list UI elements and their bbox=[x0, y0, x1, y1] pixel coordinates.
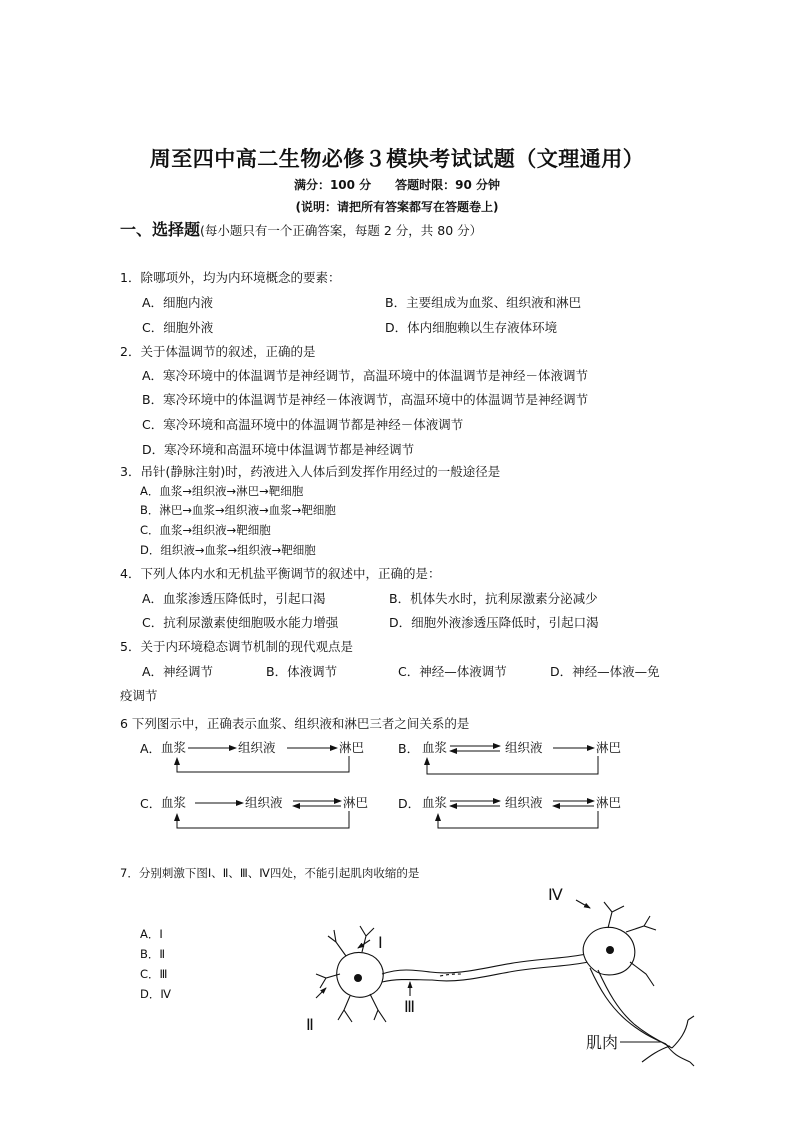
label-iv: Ⅳ bbox=[548, 885, 563, 904]
q1-option-c: C．细胞外液 bbox=[142, 320, 214, 335]
left-dendrite-4 bbox=[338, 996, 352, 1022]
q5-option-b: B．体液调节 bbox=[266, 664, 338, 679]
q4-option-c: C．抗利尿激素使细胞吸水能力增强 bbox=[142, 615, 339, 630]
section-heading bbox=[120, 217, 482, 240]
myelin-segment bbox=[440, 974, 462, 976]
left-dendrite-1 bbox=[328, 930, 346, 956]
q4-stem: 4．下列人体内水和无机盐平衡调节的叙述中，正确的是： bbox=[120, 566, 441, 581]
q5-option-d-continued: 疫调节 bbox=[120, 688, 158, 703]
q6-c-plasma: 血浆 bbox=[161, 795, 187, 810]
q2-option-b: B．寒冷环境中的体温调节是神经－体液调节，高温环境中的体温调节是神经调节 bbox=[142, 392, 589, 407]
instructions-note: (说明：请把所有答案都写在答题卷上) bbox=[295, 200, 499, 214]
q6-option-d-label: D． bbox=[398, 796, 421, 811]
q7-option-c: C．Ⅲ bbox=[140, 967, 168, 981]
q2-option-a: A．寒冷环境中的体温调节是神经调节，高温环境中的体温调节是神经－体液调节 bbox=[142, 368, 589, 383]
q2-stem: 2．关于体温调节的叙述，正确的是 bbox=[120, 344, 316, 359]
q6-option-c-label: C． bbox=[140, 796, 162, 811]
muscle-ends bbox=[688, 1016, 694, 1066]
q6-d-tissue-fluid: 组织液 bbox=[505, 795, 543, 810]
q3-option-a: A．血浆→组织液→淋巴→靶细胞 bbox=[140, 484, 304, 498]
q4-option-b: B．机体失水时，抗利尿激素分泌减少 bbox=[389, 591, 598, 606]
q6-c-tissue-fluid: 组织液 bbox=[245, 795, 283, 810]
muscle-fibers bbox=[642, 1020, 690, 1062]
q6-d-plasma: 血浆 bbox=[422, 795, 448, 810]
q2-option-d: D．寒冷环境和高温环境中体温调节都是神经调节 bbox=[142, 442, 415, 457]
q3-option-b: B．淋巴→血浆→组织液→血浆→靶细胞 bbox=[140, 503, 336, 517]
stimulus-arrow-1 bbox=[358, 940, 370, 948]
q5-stem: 5．关于内环境稳态调节机制的现代观点是 bbox=[120, 639, 353, 654]
left-dendrite-2 bbox=[360, 926, 374, 952]
q6-a-tissue-fluid: 组织液 bbox=[238, 740, 276, 755]
q3-option-d: D．组织液→血浆→组织液→靶细胞 bbox=[140, 543, 316, 557]
q5-option-d: D．神经—体液—免 bbox=[550, 664, 660, 679]
right-neuron-nucleus bbox=[606, 946, 614, 954]
q6-c-return-arrow bbox=[177, 811, 349, 828]
q1-option-d: D．体内细胞赖以生存液体环境 bbox=[385, 320, 558, 335]
q6-b-plasma: 血浆 bbox=[422, 740, 448, 755]
q3-stem: 3．吊针(静脉注射)时，药液进入人体后到发挥作用经过的一般途径是 bbox=[120, 464, 501, 479]
q6-b-tissue-fluid: 组织液 bbox=[505, 740, 543, 755]
label-iii: Ⅲ bbox=[404, 997, 416, 1016]
axon-bottom bbox=[382, 962, 588, 982]
q7-neuron-diagram bbox=[290, 870, 710, 1070]
q3-option-c: C．血浆→组织液→靶细胞 bbox=[140, 523, 271, 537]
left-neuron-nucleus bbox=[354, 974, 362, 982]
q2-option-c: C．寒冷环境和高温环境中的体温调节都是神经－体液调节 bbox=[142, 417, 464, 432]
stimulus-arrow-2 bbox=[316, 988, 326, 998]
q6-option-b-label: B． bbox=[398, 741, 420, 756]
q5-option-a: A．神经调节 bbox=[142, 664, 214, 679]
right-dendrite-1 bbox=[604, 902, 624, 928]
q6-option-a-label: A． bbox=[140, 741, 162, 756]
q1-option-b: B．主要组成为血浆、组织液和淋巴 bbox=[385, 295, 582, 310]
stimulus-arrow-4 bbox=[576, 900, 590, 908]
right-dendrite-3 bbox=[630, 962, 654, 986]
q6-a-lymph: 淋巴 bbox=[339, 740, 365, 755]
right-dendrite-2 bbox=[626, 916, 656, 932]
score-time-line: 满分：100 分 答题时限：90 分钟 bbox=[293, 178, 501, 192]
q1-stem: 1．除哪项外，均为内环境概念的要素： bbox=[120, 270, 341, 285]
q7-option-d: D．Ⅳ bbox=[140, 987, 171, 1001]
q7-stem: 7．分别刺激下图Ⅰ、Ⅱ、Ⅲ、Ⅳ四处，不能引起肌肉收缩的是 bbox=[120, 866, 420, 880]
q6-d-lymph: 淋巴 bbox=[596, 795, 622, 810]
q7-option-a: A．Ⅰ bbox=[140, 927, 163, 941]
q7-option-b: B．Ⅱ bbox=[140, 947, 166, 961]
q6-stem: 6 下列图示中，正确表示血浆、组织液和淋巴三者之间关系的是 bbox=[120, 716, 470, 731]
page-title: 周至四中高二生物必修３模块考试试题（文理通用） bbox=[149, 146, 645, 171]
left-dendrite-5 bbox=[370, 994, 386, 1022]
q6-b-lymph: 淋巴 bbox=[596, 740, 622, 755]
label-i: Ⅰ bbox=[378, 933, 383, 952]
section-note: (每小题只有一个正确答案，每题 2 分，共 80 分） bbox=[200, 223, 483, 238]
label-muscle: 肌肉 bbox=[586, 1033, 619, 1052]
q6-d-return-arrow bbox=[438, 811, 598, 828]
q6-b-return-arrow bbox=[427, 756, 598, 774]
q4-option-d: D．细胞外液渗透压降低时，引起口渴 bbox=[389, 615, 599, 630]
axon-top bbox=[382, 954, 586, 974]
q5-option-c: C．神经—体液调节 bbox=[398, 664, 507, 679]
section-title: 一、选择题 bbox=[120, 220, 201, 239]
label-ii: Ⅱ bbox=[306, 1015, 314, 1034]
q6-c-lymph: 淋巴 bbox=[343, 795, 369, 810]
q6-diagrams bbox=[0, 730, 794, 835]
q6-a-plasma: 血浆 bbox=[161, 740, 187, 755]
q1-option-a: A．细胞内液 bbox=[142, 295, 214, 310]
q6-a-return-arrow bbox=[177, 756, 349, 772]
q4-option-a: A．血浆渗透压降低时，引起口渴 bbox=[142, 591, 326, 606]
